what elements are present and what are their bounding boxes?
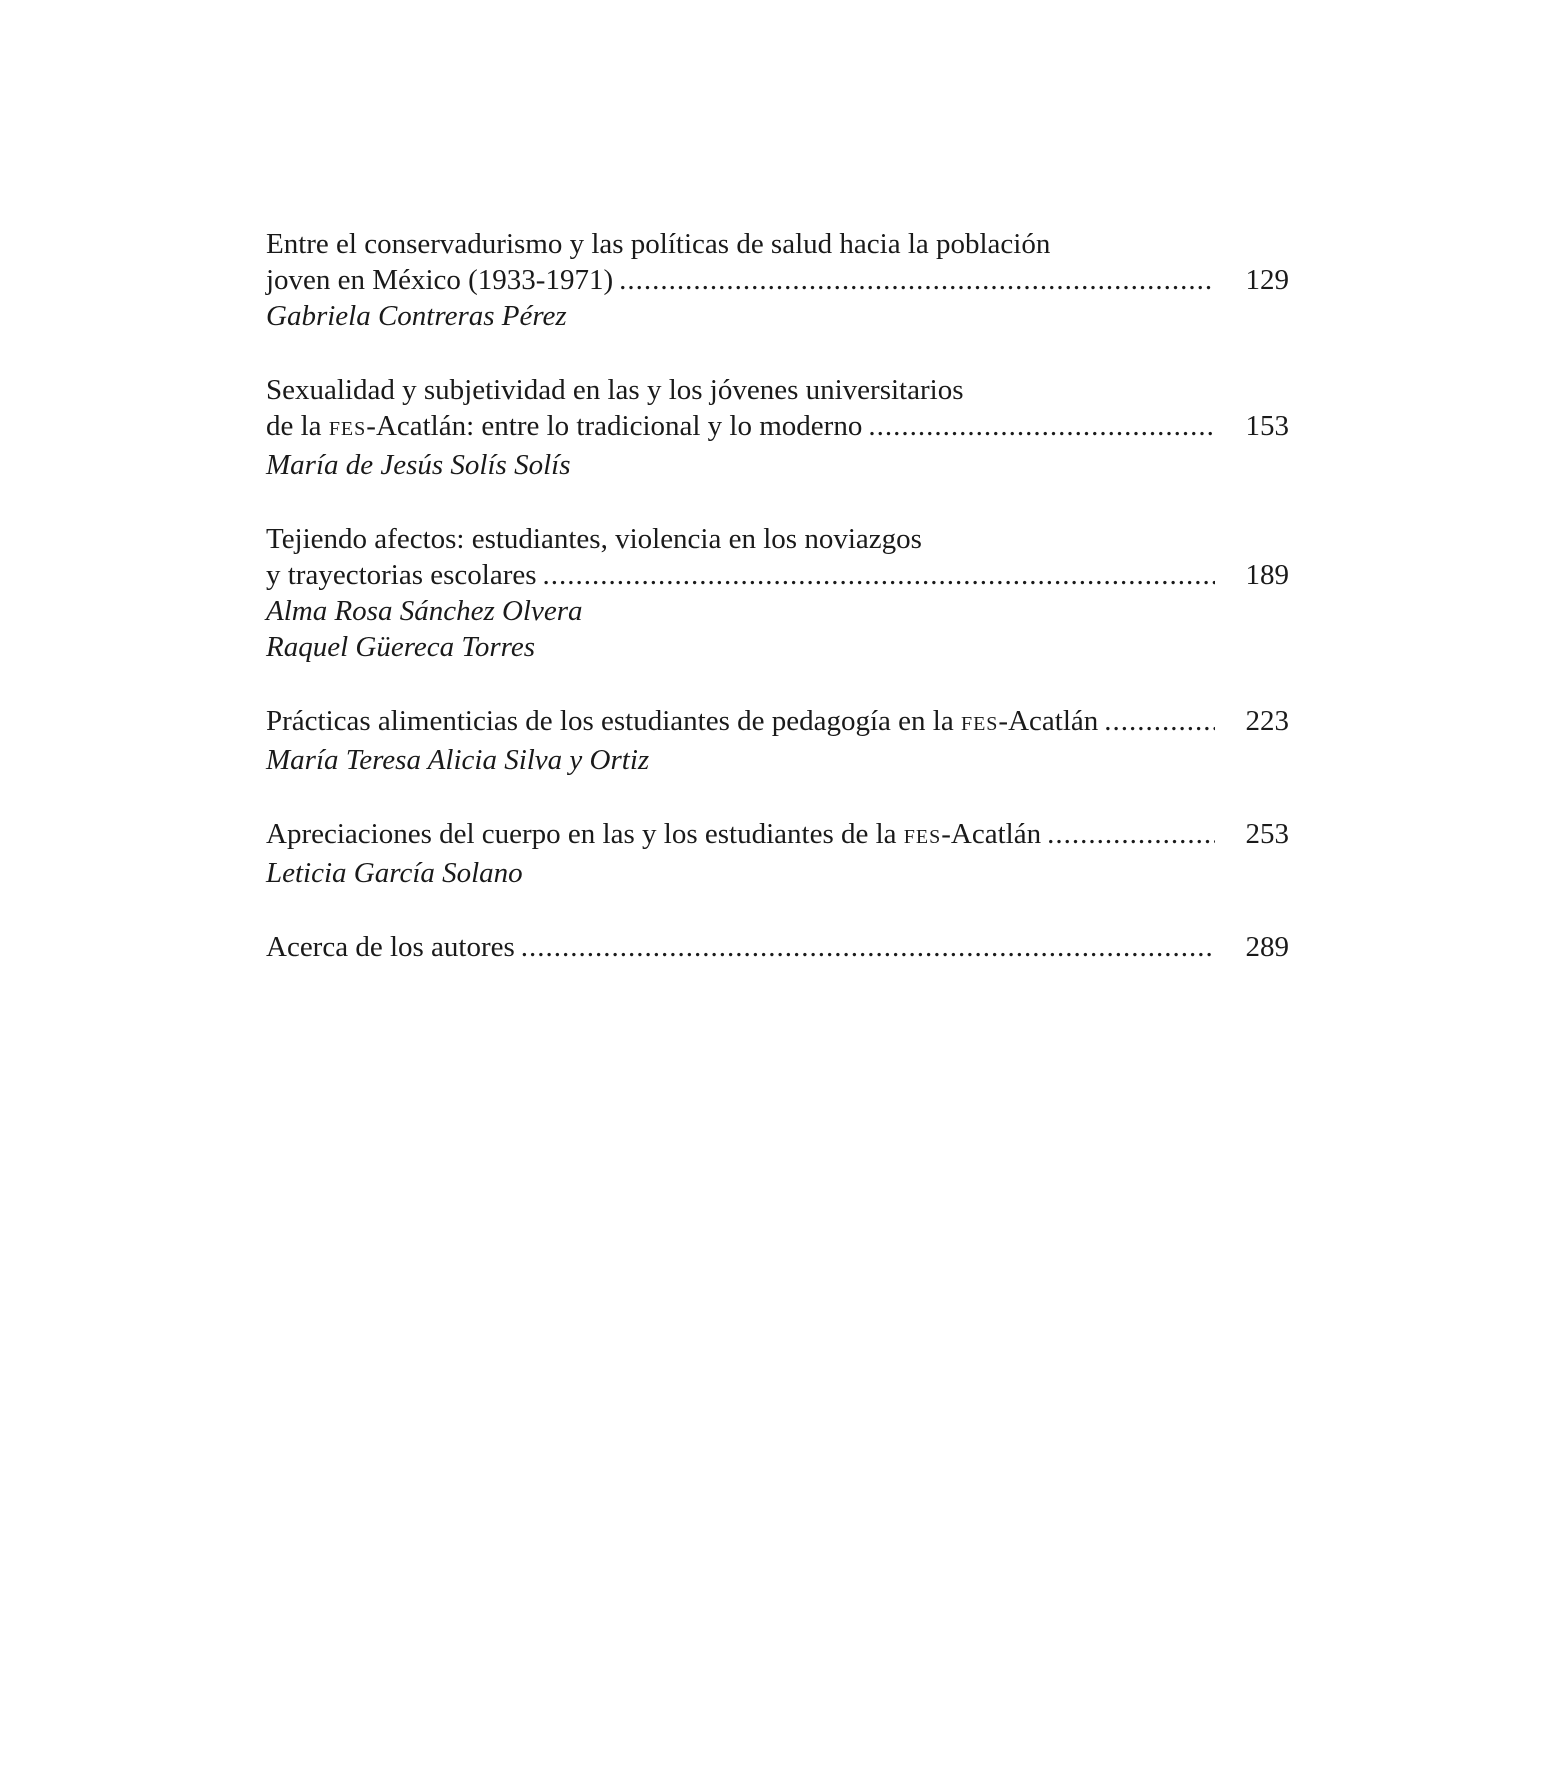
table-of-contents bbox=[266, 226, 1289, 1003]
entry-leader-line bbox=[266, 557, 1289, 593]
entry-leader-line bbox=[266, 703, 1289, 742]
dot-leader bbox=[619, 262, 1215, 298]
entry-title-line bbox=[266, 816, 1041, 855]
entry-leader-line bbox=[266, 929, 1289, 965]
small-caps-abbreviation: FES bbox=[960, 713, 999, 735]
entry-author: Alma Rosa Sánchez Olvera bbox=[266, 595, 583, 627]
dot-leader bbox=[868, 408, 1215, 444]
page-number: 289 bbox=[1245, 931, 1289, 963]
title-text: -Acatlán bbox=[998, 705, 1099, 737]
page-number: 223 bbox=[1245, 705, 1289, 737]
entry-title-line: y trayectorias escolares bbox=[266, 559, 537, 591]
title-text: de la bbox=[266, 410, 329, 442]
toc-entry bbox=[266, 929, 1289, 965]
entry-title-line bbox=[266, 408, 862, 447]
dot-leader bbox=[521, 929, 1215, 965]
title-text: Apreciaciones del cuerpo en las y los estudiantes de la bbox=[266, 818, 904, 850]
page-number: 253 bbox=[1245, 818, 1289, 850]
entry-title-line: joven en México (1933-1971) bbox=[266, 264, 614, 296]
toc-entry bbox=[266, 816, 1289, 891]
entry-leader-line bbox=[266, 408, 1289, 447]
page-number: 129 bbox=[1245, 264, 1289, 296]
entry-title-line: Sexualidad y subjetividad en las y los jóvenes universitarios bbox=[266, 374, 964, 406]
dot-leader bbox=[543, 557, 1215, 593]
page-number: 153 bbox=[1245, 410, 1289, 442]
title-text: -Acatlán bbox=[941, 818, 1042, 850]
entry-title-line: Entre el conservadurismo y las políticas de salud hacia la población bbox=[266, 228, 1051, 260]
entry-title-line bbox=[266, 703, 1098, 742]
toc-entry bbox=[266, 372, 1289, 483]
entry-author: María de Jesús Solís Solís bbox=[266, 449, 571, 481]
title-text: -Acatlán: entre lo tradicional y lo moderno bbox=[366, 410, 863, 442]
entry-leader-line bbox=[266, 816, 1289, 855]
dot-leader bbox=[1047, 816, 1215, 852]
small-caps-abbreviation: FES bbox=[903, 826, 942, 848]
dot-leader bbox=[1104, 703, 1215, 739]
entry-author: Leticia García Solano bbox=[266, 857, 523, 889]
title-text: Prácticas alimenticias de los estudiantes de pedagogía en la bbox=[266, 705, 961, 737]
entry-author: Gabriela Contreras Pérez bbox=[266, 300, 567, 332]
toc-entry bbox=[266, 521, 1289, 665]
toc-entry bbox=[266, 703, 1289, 778]
page-number: 189 bbox=[1245, 559, 1289, 591]
entry-author: Raquel Güereca Torres bbox=[266, 631, 536, 663]
entry-author: María Teresa Alicia Silva y Ortiz bbox=[266, 744, 650, 776]
entry-title-line: Acerca de los autores bbox=[266, 931, 515, 963]
entry-leader-line bbox=[266, 262, 1289, 298]
small-caps-abbreviation: FES bbox=[328, 418, 367, 440]
toc-entry bbox=[266, 226, 1289, 334]
entry-title-line: Tejiendo afectos: estudiantes, violencia en los noviazgos bbox=[266, 523, 922, 555]
